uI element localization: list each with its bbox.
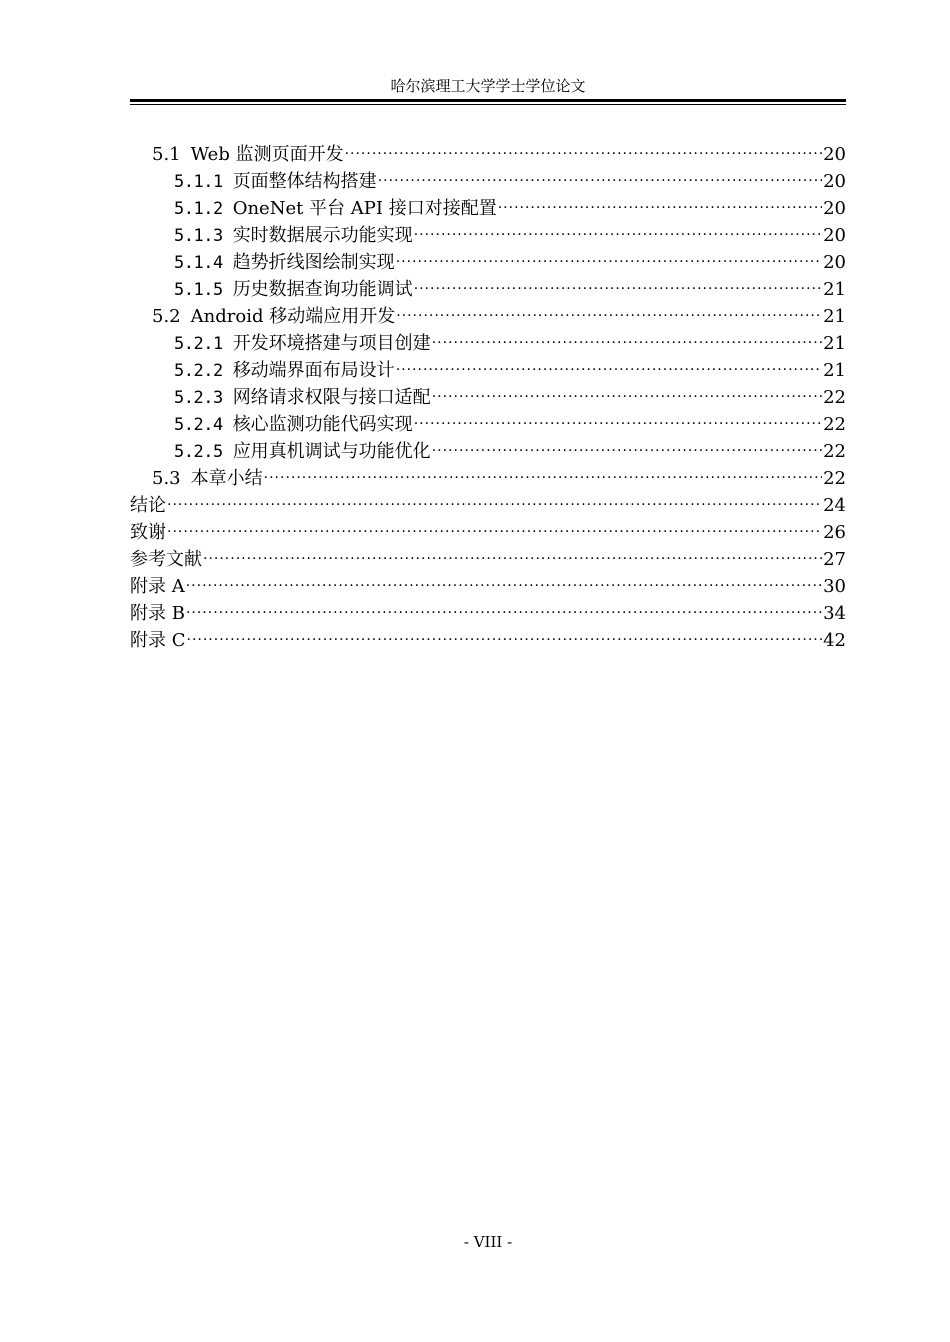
toc-dot-leader xyxy=(432,430,822,457)
toc-entry-number: 5.2.1 xyxy=(174,334,223,354)
toc-dot-leader xyxy=(167,511,822,538)
toc-entry-page: 20 xyxy=(823,252,846,273)
toc-entry-page: 22 xyxy=(823,468,846,489)
toc-entry-title: 核心监测功能代码实现 xyxy=(232,414,413,435)
toc-entry-number: 5.2.5 xyxy=(174,442,223,462)
toc-dot-leader xyxy=(167,484,822,511)
toc-entry-number: 5.2.3 xyxy=(174,388,223,408)
toc-entry[interactable] xyxy=(130,565,846,597)
toc-entry-title: 移动端界面布局设计 xyxy=(232,360,395,381)
toc-entry[interactable] xyxy=(130,538,846,570)
toc-dot-leader xyxy=(396,349,822,376)
toc-entry-title: 实时数据展示功能实现 xyxy=(232,225,413,246)
toc-entry-number: 5.1.5 xyxy=(174,280,223,300)
toc-entry[interactable] xyxy=(130,133,846,165)
toc-dot-leader xyxy=(498,187,822,214)
toc-entry-title: 页面整体结构搭建 xyxy=(232,171,377,192)
toc-entry-page: 22 xyxy=(823,414,846,435)
toc-dot-leader xyxy=(187,619,823,646)
toc-entry[interactable] xyxy=(130,484,846,516)
toc-entry-number: 5.2.2 xyxy=(174,361,223,381)
toc-entry-number: 5.1.3 xyxy=(174,226,223,246)
toc-entry[interactable] xyxy=(130,619,846,651)
toc-entry-page: 26 xyxy=(823,522,846,543)
toc-dot-leader xyxy=(432,376,822,403)
toc-entry-title: 附录 A xyxy=(130,576,185,597)
toc-dot-leader xyxy=(414,268,822,295)
toc-dot-leader xyxy=(186,592,822,619)
toc-entry-number: 5.1 xyxy=(152,144,181,165)
toc-entry-title: 附录 C xyxy=(130,630,186,651)
toc-entry-title: 本章小结 xyxy=(190,468,263,489)
toc-entry-page: 21 xyxy=(823,279,846,300)
toc-entry-page: 42 xyxy=(823,630,846,651)
toc-entry-number: 5.2 xyxy=(152,306,181,327)
toc-entry-page: 30 xyxy=(823,576,846,597)
toc-dot-leader xyxy=(203,538,822,565)
toc-dot-leader xyxy=(264,457,822,484)
toc-dot-leader xyxy=(414,403,822,430)
toc-entry-title: 开发环境搭建与项目创建 xyxy=(232,333,431,354)
toc-dot-leader xyxy=(414,214,822,241)
header-rule-thick xyxy=(130,99,846,102)
toc-entry-title: 参考文献 xyxy=(130,549,202,570)
toc-entry-page: 20 xyxy=(823,198,846,219)
toc-dot-leader xyxy=(345,133,823,160)
toc-entry[interactable] xyxy=(130,511,846,543)
toc-dot-leader xyxy=(432,322,822,349)
toc-entry-page: 22 xyxy=(823,387,846,408)
toc-dot-leader xyxy=(396,295,822,322)
toc-entry-page: 21 xyxy=(823,333,846,354)
toc-entry-number: 5.3 xyxy=(152,468,181,489)
table-of-contents xyxy=(130,133,846,651)
toc-entry-title: 附录 B xyxy=(130,603,185,624)
toc-entry-title: 致谢 xyxy=(130,522,166,543)
toc-entry-page: 21 xyxy=(823,306,846,327)
toc-dot-leader xyxy=(186,565,822,592)
running-header: 哈尔滨理工大学学士学位论文 xyxy=(390,77,586,95)
toc-entry-title: OneNet 平台 API 接口对接配置 xyxy=(232,198,497,219)
toc-entry-title: 结论 xyxy=(130,495,166,516)
toc-entry-page: 20 xyxy=(823,225,846,246)
toc-entry-page: 24 xyxy=(823,495,846,516)
toc-dot-leader xyxy=(396,241,822,268)
toc-entry-number: 5.1.2 xyxy=(174,199,223,219)
toc-entry-number: 5.1.1 xyxy=(174,172,223,192)
toc-entry-page: 20 xyxy=(823,144,846,165)
toc-entry-page: 34 xyxy=(823,603,846,624)
toc-entry-page: 27 xyxy=(823,549,846,570)
toc-entry-page: 22 xyxy=(823,441,846,462)
toc-entry-title: 趋势折线图绘制实现 xyxy=(232,252,395,273)
toc-entry-title: 网络请求权限与接口适配 xyxy=(232,387,431,408)
toc-entry-number: 5.2.4 xyxy=(174,415,223,435)
toc-entry-title: Android 移动端应用开发 xyxy=(190,306,396,327)
toc-dot-leader xyxy=(378,160,822,187)
toc-entry-number: 5.1.4 xyxy=(174,253,223,273)
toc-entry-page: 20 xyxy=(823,171,846,192)
toc-entry-title: Web 监测页面开发 xyxy=(190,144,344,165)
toc-entry-title: 历史数据查询功能调试 xyxy=(232,279,413,300)
header-rule-thin xyxy=(130,104,846,105)
toc-entry-title: 应用真机调试与功能优化 xyxy=(232,441,431,462)
toc-entry[interactable] xyxy=(130,592,846,624)
page-number: - VIII - xyxy=(463,1233,513,1251)
toc-entry-page: 21 xyxy=(823,360,846,381)
